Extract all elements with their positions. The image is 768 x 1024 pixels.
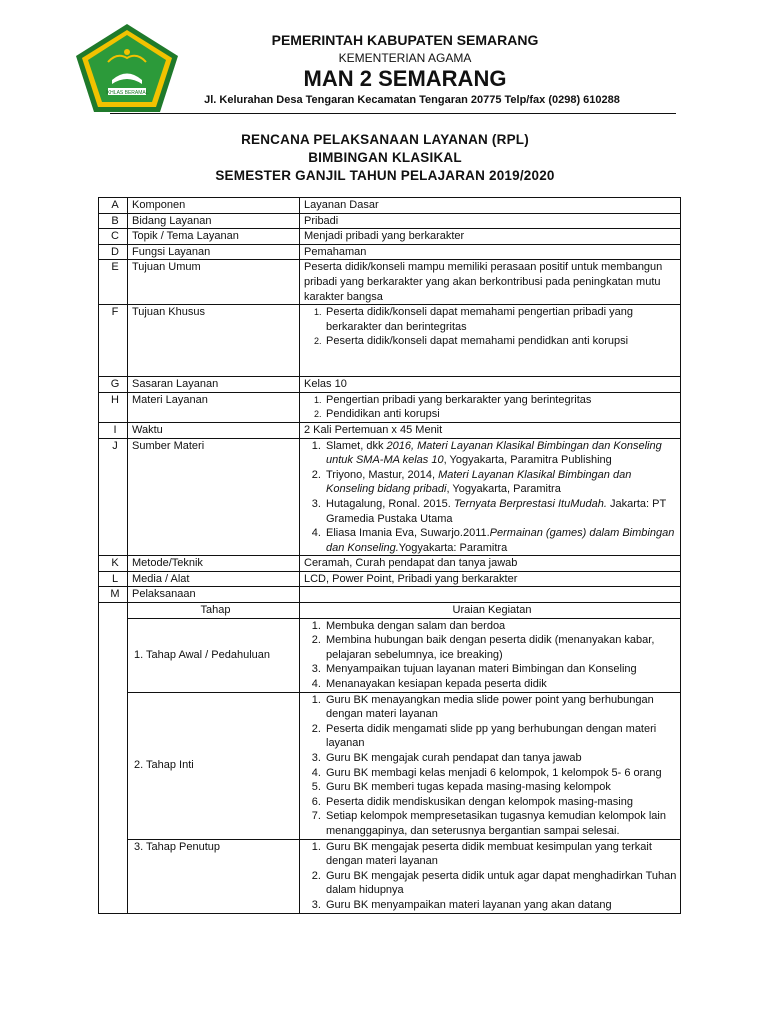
list-item: 4. Eliasa Imania Eva, Suwarjo.2011.Permainan (games) dalam Bimbingan dan Konseling.Yogyakarta: Paramitra bbox=[324, 526, 680, 555]
list-item: 4. Menanayakan kesiapan kepada peserta didik bbox=[324, 677, 680, 692]
table-row: F Tujuan Khusus 1. Peserta didik/konseli dapat memahami pengertian pribadi yang berkarakter dan berintegritas 2. Peserta didik/konseli dapat memahami pendidkan anti korupsi bbox=[99, 305, 681, 377]
doc-semester: SEMESTER GANJIL TAHUN PELAJARAN 2019/2020 bbox=[215, 168, 555, 183]
materi-list bbox=[304, 393, 680, 422]
list-item: 1. Guru BK mengajak peserta didik membuat kesimpulan yang terkait dengan materi layanan bbox=[324, 840, 680, 869]
table-row: C Topik / Tema Layanan Menjadi pribadi yang berkarakter bbox=[99, 229, 681, 245]
table-row: M Pelaksanaan bbox=[99, 587, 681, 603]
list-item: 1. Membuka dengan salam dan berdoa bbox=[324, 619, 680, 634]
tahap-inti-list bbox=[304, 693, 680, 839]
list-item: 2. Peserta didik/konseli dapat memahami pendidkan anti korupsi bbox=[324, 334, 680, 349]
list-item: 5. Guru BK memberi tugas kepada masing-masing kelompok bbox=[324, 780, 680, 795]
list-item: 3. Hutagalung, Ronal. 2015. Ternyata Berprestasi ItuMudah. Jakarta: PT Gramedia Pustaka Utama bbox=[324, 497, 680, 526]
table-row: I Waktu 2 Kali Pertemuan x 45 Menit bbox=[99, 422, 681, 438]
kemenag-logo bbox=[72, 22, 182, 114]
list-item: 4. Guru BK membagi kelas menjadi 6 kelompok, 1 kelompok 5- 6 orang bbox=[324, 766, 680, 781]
table-row: K Metode/Teknik Ceramah, Curah pendapat dan tanya jawab bbox=[99, 556, 681, 572]
header-divider bbox=[110, 113, 676, 114]
list-item: 3. Menyampaikan tujuan layanan materi Bimbingan dan Konseling bbox=[324, 662, 680, 677]
list-item: 2. Triyono, Mastur, 2014, Materi Layanan Klasikal Bimbingan dan Konseling bidang pribadi, Yogyakarta, Paramitra bbox=[324, 468, 680, 497]
col-uraian: Uraian Kegiatan bbox=[300, 603, 681, 619]
list-item: 1. Pengertian pribadi yang berkarakter yang berintegritas bbox=[324, 393, 680, 408]
list-item: 3. Guru BK mengajak curah pendapat dan tanya jawab bbox=[324, 751, 680, 766]
col-tahap: Tahap bbox=[128, 603, 300, 619]
table-row bbox=[99, 839, 681, 913]
table-row: L Media / Alat LCD, Power Point, Pribadi yang berkarakter bbox=[99, 571, 681, 587]
table-row: E Tujuan Umum Peserta didik/konseli mampu memiliki perasaan positif untuk membangun pribadi yang berkarakter yang akan berkontribusi pada peningkatan mutu karakter bangsa bbox=[99, 260, 681, 305]
table-row: A Komponen Layanan Dasar bbox=[99, 198, 681, 214]
list-item: 2. Membina hubungan baik dengan peserta didik (menanyakan kabar, pelajaran sebelumnya, ice breaking) bbox=[324, 633, 680, 662]
header-school-name: MAN 2 SEMARANG bbox=[303, 66, 507, 91]
list-item: 2. Pendidikan anti korupsi bbox=[324, 407, 680, 422]
list-item: 3. Guru BK menyampaikan materi layanan yang akan datang bbox=[324, 898, 680, 913]
table-row: J Sumber Materi 1. Slamet, dkk 2016, Materi Layanan Klasikal Bimbingan dan Konseling untuk SMA-MA kelas 10, Yogyakarta, Paramitra Publishing 2. Triyono, Mastur, 2014, Materi Layanan Klasikal Bimbingan dan Konseling bidang pribadi, Yogyakarta, Paramitra 3. Hutagalung, Ronal. 2015. Ternyata Berprestasi ItuMudah. Jakarta: PT Gramedia Pustaka Utama 4. Eliasa Imania Eva, Suwarjo.2011.Permainan (games) dalam Bimbingan dan Konseling.Yogyakarta: Paramitra bbox=[99, 438, 681, 556]
table-row bbox=[99, 692, 681, 839]
tahap-penutup: 3. Tahap Penutup bbox=[128, 839, 300, 913]
table-row bbox=[99, 618, 681, 692]
table-row: G Sasaran Layanan Kelas 10 bbox=[99, 377, 681, 393]
list-item: 2. Peserta didik mengamati slide pp yang berhubungan dengan materi layanan bbox=[324, 722, 680, 751]
tujuan-khusus-list bbox=[304, 305, 680, 349]
list-item: 1. Guru BK menayangkan media slide power point yang berhubungan dengan materi layanan bbox=[324, 693, 680, 722]
rpl-table bbox=[98, 197, 681, 914]
list-item: 7. Setiap kelompok mempresetasikan tugasnya kemudian kelompok lain menanggapinya, dan seterusnya bergantian sampai selesai. bbox=[324, 809, 680, 838]
list-item: 2. Guru BK mengajak peserta didik untuk agar dapat menghadirkan Tuhan dalam hidupnya bbox=[324, 869, 680, 898]
list-item: 6. Peserta didik mendiskusikan dengan kelompok masing-masing bbox=[324, 795, 680, 810]
tahap-awal: 1. Tahap Awal / Pedahuluan bbox=[128, 618, 300, 692]
header-government: PEMERINTAH KABUPATEN SEMARANG bbox=[271, 32, 539, 48]
pelaksanaan-header-row bbox=[99, 603, 681, 619]
table-row: B Bidang Layanan Pribadi bbox=[99, 213, 681, 229]
doc-subtitle: BIMBINGAN KLASIKAL bbox=[308, 150, 462, 165]
doc-title: RENCANA PELAKSANAAN LAYANAN (RPL) bbox=[241, 132, 529, 147]
list-item: 1. Peserta didik/konseli dapat memahami pengertian pribadi yang berkarakter dan berintegritas bbox=[324, 305, 680, 334]
logo-motto: IKHLAS BERAMAL bbox=[105, 90, 149, 96]
tahap-penutup-list bbox=[304, 840, 680, 913]
table-row: D Fungsi Layanan Pemahaman bbox=[99, 244, 681, 260]
list-item: 1. Slamet, dkk 2016, Materi Layanan Klasikal Bimbingan dan Konseling untuk SMA-MA kelas 10, Yogyakarta, Paramitra Publishing bbox=[324, 439, 680, 468]
header-ministry: KEMENTERIAN AGAMA bbox=[338, 51, 472, 65]
tahap-awal-list bbox=[304, 619, 680, 692]
table-row: H Materi Layanan 1. Pengertian pribadi yang berkarakter yang berintegritas 2. Pendidikan anti korupsi bbox=[99, 392, 681, 422]
sumber-materi-list bbox=[304, 439, 680, 556]
tahap-inti: 2. Tahap Inti bbox=[128, 692, 300, 839]
header-address: Jl. Kelurahan Desa Tengaran Kecamatan Tengaran 20775 Telp/fax (0298) 610288 bbox=[204, 94, 620, 106]
